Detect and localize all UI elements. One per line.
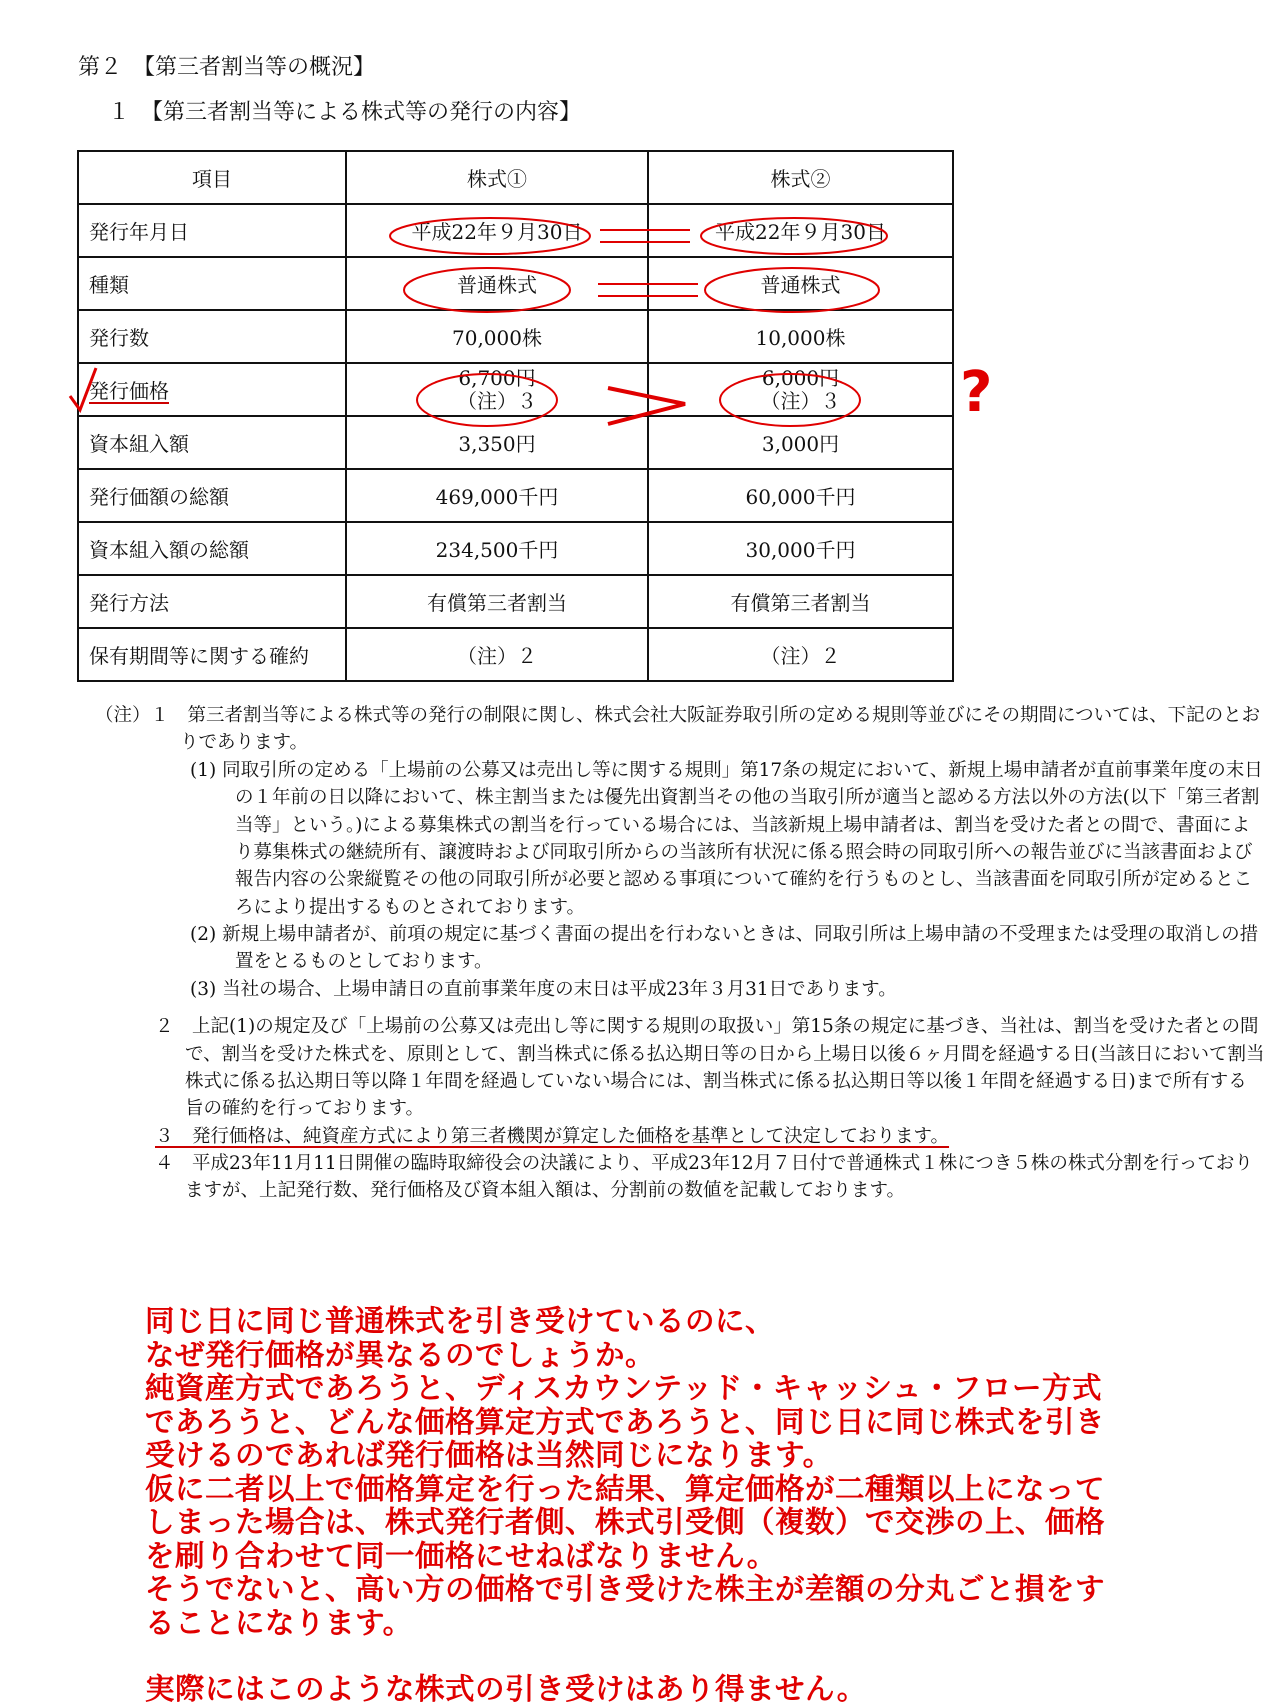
table-row: [78, 469, 953, 522]
row-label: 種類: [78, 257, 346, 310]
row-label: 資本組入額: [78, 416, 346, 469]
header-stock-2: 株式②: [648, 151, 953, 204]
table-row: [78, 363, 953, 416]
cell-stock-1: （注）２: [346, 628, 648, 681]
question-mark: ?: [960, 360, 993, 425]
comment-line: を刷り合わせて同一価格にせねばなりません。: [145, 1538, 777, 1573]
table-row: [78, 416, 953, 469]
cell-stock-1: [346, 363, 648, 416]
note-1-2: (2) 新規上場申請者が、前項の規定に基づく書面の提出を行わないときは、同取引所は上場申請の不受理または受理の取消しの措置をとるものとしております。: [190, 924, 1259, 973]
comment-line: しまった場合は、株式発行者側、株式引受側（複数）で交渉の上、価格: [145, 1505, 1106, 1539]
comment-line: なぜ発行価格が異なるのでしょうか。: [145, 1337, 656, 1372]
price-value: 6,000円: [761, 365, 840, 390]
note-3-text: ３ 発行価格は、純資産方式により第三者機関が算定した価格を基準として決定しております。: [155, 1125, 950, 1147]
notes-section: [95, 702, 1265, 1205]
table-header-row: [78, 151, 953, 204]
section-heading: 第２ 【第三者割当等の概況】: [78, 55, 376, 80]
cell-stock-1: 平成22年９月30日: [346, 204, 648, 257]
comment-line: 受けるのであれば発行価格は当然同じになります。: [145, 1438, 833, 1472]
row-label: 保有期間等に関する確約: [78, 628, 346, 681]
row-label: 資本組入額の総額: [78, 522, 346, 575]
row-label: [78, 363, 346, 416]
price-note: （注）３: [457, 388, 537, 413]
red-comment: [145, 1305, 1265, 1707]
cell-stock-2: 3,000円: [648, 416, 953, 469]
table-row: [78, 257, 953, 310]
note-1: （注）１ 第三者割当等による株式等の発行の制限に関し、株式会社大阪証券取引所の定める規則等並びにその期間については、下記のとおりであります。: [95, 705, 1261, 754]
note-2: ２ 上記(1)の規定及び「上場前の公募又は売出し等に関する規則の取扱い」第15条の規定に基づき、当社は、割当を受けた者との間で、割当を受けた株式を、原則として、割当株式に係る払込期日等の日から上場日以後６ヶ月間を経過する日(当該日において割当株式に係る払込期日等以降１年間を経過していない場合には、割当株式に係る払込期日等以後１年間を経過する日)まで所有する旨の確約を行っております。: [155, 1016, 1265, 1120]
price-note: （注）３: [760, 388, 841, 413]
issuance-table: [77, 150, 954, 682]
comment-line: そうでないと、高い方の価格で引き受けた株主が差額の分丸ごと損をす: [145, 1572, 1106, 1606]
subsection-heading: １ 【第三者割当等による株式等の発行の内容】: [108, 100, 582, 125]
header-stock-1: 株式①: [346, 151, 648, 204]
header-item: 項目: [78, 151, 346, 204]
note-1-1: (1) 同取引所の定める「上場前の公募又は売出し等に関する規則」第17条の規定において、新規上場申請者が直前事業年度の末日の１年前の日以降において、株主割当または優先出資割当その他の当取引所が適当と認める方法以外の方法(以下「第三者割当等」という。)による募集株式の割当を行っている場合には、当該新規上場申請者は、割当を受けた者との間で、書面により募集株式の継続所有、譲渡時および同取引所からの当該所有状況に係る照会時の同取引所への報告並びに当該書面および報告内容の公衆縦覧その他の同取引所が必要と認める事項について確約を行うものとし、当該書面を同取引所が定めるところにより提出するものとされております。: [190, 759, 1263, 918]
cell-stock-1: 234,500千円: [346, 522, 648, 575]
cell-stock-2: 60,000千円: [648, 469, 953, 522]
cell-stock-2: （注）２: [648, 628, 953, 681]
cell-stock-2: [648, 363, 953, 416]
comment-line: ることになります。: [145, 1605, 413, 1640]
row-label: 発行年月日: [78, 204, 346, 257]
price-value: 6,700円: [458, 365, 536, 390]
comment-line: 仮に二者以上で価格算定を行った結果、算定価格が二種類以上になって: [145, 1471, 1106, 1506]
row-label: 発行価額の総額: [78, 469, 346, 522]
cell-stock-2: 平成22年９月30日: [648, 204, 953, 257]
comment-line: 同じ日に同じ普通株式を引き受けているのに、: [145, 1304, 776, 1338]
table-row: [78, 310, 953, 363]
underlined-label: 発行価格: [89, 379, 169, 403]
table-row: [78, 575, 953, 628]
cell-stock-1: 469,000千円: [346, 469, 648, 522]
row-label: 発行方法: [78, 575, 346, 628]
comment-line: であろうと、どんな価格算定方式であろうと、同じ日に同じ株式を引き: [145, 1404, 1106, 1439]
spacer: [145, 1640, 1265, 1673]
cell-stock-2: 30,000千円: [648, 522, 953, 575]
cell-stock-2: 普通株式: [648, 257, 953, 310]
cell-stock-1: 3,350円: [346, 416, 648, 469]
comment-line: 純資産方式であろうと、ディスカウンテッド・キャッシュ・フロー方式: [145, 1371, 1103, 1405]
cell-stock-1: 普通株式: [346, 257, 648, 310]
row-label: 発行数: [78, 310, 346, 363]
note-3: [95, 1123, 1265, 1150]
table-row: [78, 522, 953, 575]
table-row: [78, 204, 953, 257]
cell-stock-2: 10,000株: [648, 310, 953, 363]
cell-stock-1: 有償第三者割当: [346, 575, 648, 628]
cell-stock-2: 有償第三者割当: [648, 575, 953, 628]
cell-stock-1: 70,000株: [346, 310, 648, 363]
note-4: ４ 平成23年11月11日開催の臨時取締役会の決議により、平成23年12月７日付で普通株式１株につき５株の株式分割を行っておりますが、上記発行数、発行価格及び資本組入額は、分割前の数値を記載しております。: [155, 1153, 1253, 1202]
note-1-3: (3) 当社の場合、上場申請日の直前事業年度の末日は平成23年３月31日であります。: [190, 978, 897, 1000]
table-row: [78, 628, 953, 681]
comment-conclusion: 実際にはこのような株式の引き受けはあり得ません。: [145, 1672, 867, 1706]
